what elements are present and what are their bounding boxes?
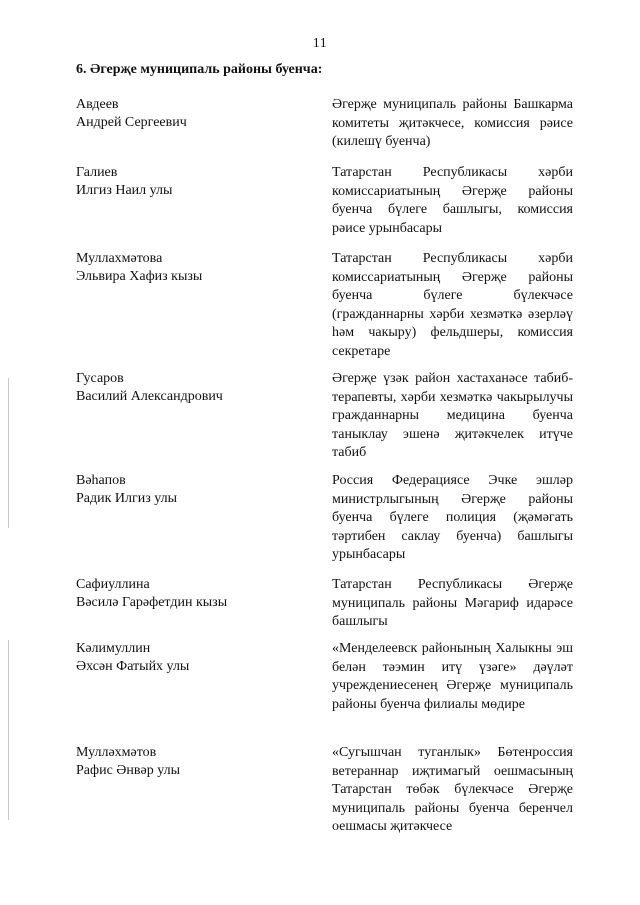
member-given-names: Рафис Әнвәр улы (76, 763, 180, 778)
member-given-names: Вәсилә Гарәфетдин кызы (76, 595, 228, 610)
member-surname: Муллахмәтова (76, 251, 163, 266)
member-surname: Гусаров (76, 371, 124, 386)
member-surname: Сафиуллина (76, 577, 150, 592)
member-role: Татарстан Республикасы хәрби комиссариатының Әгерҗе районы буенча бүлеге бүлекчәсе (гражданнарны хәрби хезмәткә әзерләү һәм чакыру) фельдшеры, комиссия секретаре (332, 251, 573, 359)
member-role: Әгерҗе муниципаль районы Башкарма комитеты җитәкчесе, комиссия рәисе (килешү буенча) (332, 97, 573, 149)
member-name (76, 96, 306, 132)
page-number: 11 (312, 36, 328, 51)
member-role: Әгерҗе үзәк район хастаханәсе табиб-терапевты, хәрби хезмәткә чакырылучы гражданнарны медицина буенча таныклау эшенә җитәкчелек итүче табиб (332, 371, 573, 460)
member-role: «Менделеевск районының Халыкны эш белән тәэмин итү үзәге» дәүләт учреждениесенең Әгерҗе муниципаль районы буенча филиалы мөдире (332, 641, 573, 712)
member-surname: Галиев (76, 165, 118, 180)
member-given-names: Василий Александрович (76, 389, 223, 404)
member-name (76, 576, 306, 612)
member-name (76, 370, 306, 406)
member-surname: Вәһапов (76, 473, 126, 488)
member-given-names: Илгиз Наил улы (76, 183, 173, 198)
member-given-names: Әхсән Фатыйх улы (76, 659, 190, 674)
member-name (76, 472, 306, 508)
member-name (76, 164, 306, 200)
member-surname: Мулләхмәтов (76, 745, 157, 760)
member-given-names: Андрей Сергеевич (76, 115, 187, 130)
member-given-names: Радик Илгиз улы (76, 491, 178, 506)
member-surname: Кәлимуллин (76, 641, 151, 656)
member-name (76, 250, 306, 286)
margin-mark (8, 640, 9, 820)
member-role: Татарстан Республикасы хәрби комиссариатының Әгерҗе районы буенча бүлеге башлыгы, комиссия рәисе урынбасары (332, 165, 573, 236)
member-role: «Сугышчан туганлык» Бөтенроссия ветераннар иҗтимагый оешмасының Татарстан төбәк бүлекчәсе Әгерҗе муниципаль районы буенча беренчел оешмасы җитәкчесе (332, 745, 573, 834)
member-role: Татарстан Республикасы Әгерҗе муниципаль районы Мәгариф идарәсе башлыгы (332, 577, 573, 629)
member-surname: Авдеев (76, 97, 119, 112)
member-name (76, 640, 306, 676)
member-given-names: Эльвира Хафиз кызы (76, 269, 203, 284)
member-role: Россия Федерациясе Эчке эшләр министрлыгының Әгерҗе районы буенча бүлеге полиция (җәмәгать тәртибен саклау буенча) башлыгы урынбасары (332, 473, 573, 562)
member-name (76, 744, 306, 780)
margin-mark (8, 378, 9, 528)
section-heading: 6. Әгерҗе муниципаль районы буенча: (76, 62, 323, 77)
